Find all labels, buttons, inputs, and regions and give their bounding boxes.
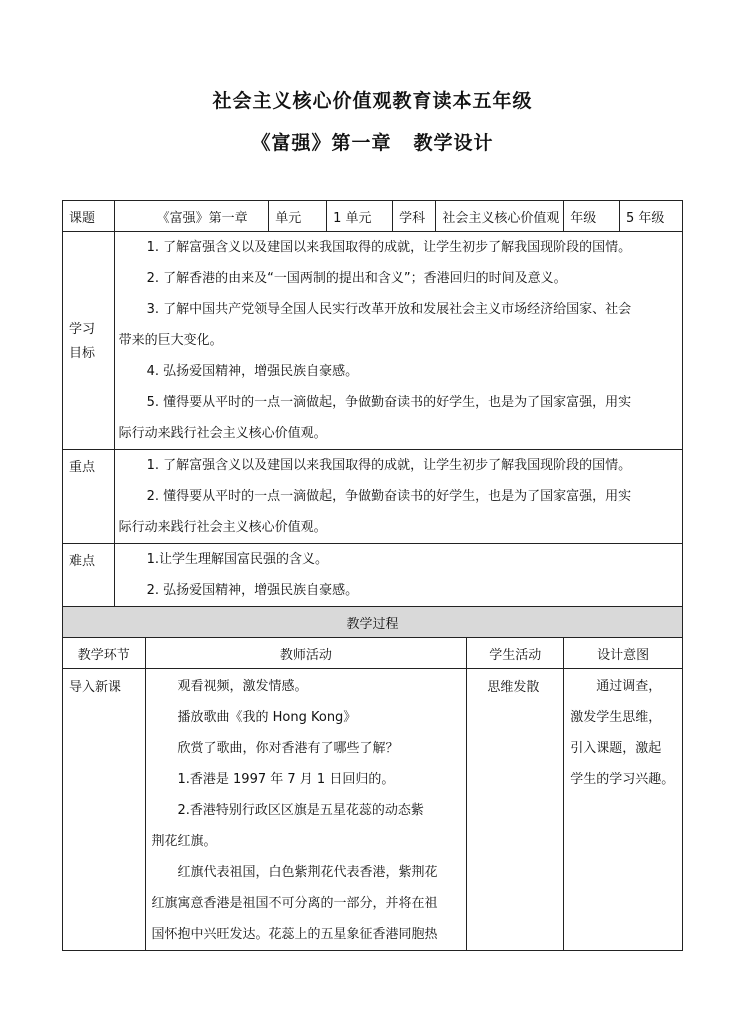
design-line: 引入课题，激起 (570, 741, 662, 756)
difficulties-label: 难点 (63, 544, 115, 607)
process-title: 教学过程 (63, 607, 683, 638)
document-subtitle (0, 128, 745, 155)
objective-line: 带来的巨大变化。 (118, 333, 223, 348)
student-activity: 思维发散 (467, 669, 564, 951)
design-line: 激发学生思维， (570, 710, 662, 725)
col-design: 设计意图 (564, 638, 683, 669)
key-point-line: 1. 了解富强含义以及建国以来我国取得的成就，让学生初步了解我国现阶段的国情。 (146, 458, 632, 473)
design-intent (564, 669, 683, 951)
objective-line: 际行动来践行社会主义核心价值观。 (118, 426, 327, 441)
grade-value: 5 年级 (620, 201, 683, 232)
objective-line: 2. 了解香港的由来及“一国两制的提出和含义”；香港回归的时间及意义。 (146, 271, 567, 286)
process-title-row (63, 607, 683, 638)
teacher-line: 观看视频，激发情感。 (177, 679, 308, 694)
key-points-content (114, 450, 682, 544)
stage-cell: 导入新课 (63, 669, 146, 951)
objective-line: 3. 了解中国共产党领导全国人民实行改革开放和发展社会主义市场经济给国家、社会 (146, 302, 632, 317)
teacher-line: 红旗代表祖国，白色紫荆花代表香港，紫荆花 (177, 865, 438, 880)
document-title: 社会主义核心价值观教育读本五年级 (212, 90, 533, 112)
unit-label: 单元 (269, 201, 327, 232)
process-row (63, 669, 683, 951)
teacher-line: 荆花红旗。 (151, 834, 217, 849)
difficulties-row (63, 544, 683, 607)
teacher-line: 红旗寓意香港是祖国不可分离的一部分，并将在祖 (151, 896, 438, 911)
teacher-line: 1.香港是 1997 年 7 月 1 日回归的。 (177, 772, 395, 787)
teacher-activity (145, 669, 467, 951)
grade-label: 年级 (564, 201, 620, 232)
key-point-line: 际行动来践行社会主义核心价值观。 (118, 520, 327, 535)
key-point-line: 2. 懂得要从平时的一点一滴做起，争做勤奋读书的好学生，也是为了国家富强，用实 (146, 489, 632, 504)
header-row (63, 201, 683, 232)
col-teacher: 教师活动 (145, 638, 467, 669)
lesson-value: 《富强》第一章 (114, 201, 269, 232)
lesson-plan-table (62, 200, 683, 951)
difficulty-line: 2. 弘扬爱国精神，增强民族自豪感。 (146, 583, 359, 598)
teacher-line: 国怀抱中兴旺发达。花蕊上的五星象征香港同胞热 (151, 927, 438, 942)
objective-line: 4. 弘扬爱国精神，增强民族自豪感。 (146, 364, 359, 379)
objectives-content (114, 232, 682, 450)
subject-value: 社会主义核心价值观 (436, 201, 564, 232)
lesson-label: 课题 (63, 201, 115, 232)
design-line: 通过调查， (596, 679, 662, 694)
teacher-line: 欣赏了歌曲，你对香港有了哪些了解？ (177, 741, 399, 756)
col-stage: 教学环节 (63, 638, 146, 669)
difficulties-content (114, 544, 682, 607)
objectives-label: 学习 目标 (63, 232, 115, 450)
difficulty-line: 1.让学生理解国富民强的含义。 (146, 552, 328, 567)
process-header-row (63, 638, 683, 669)
objective-line: 1. 了解富强含义以及建国以来我国取得的成就，让学生初步了解我国现阶段的国情。 (146, 240, 632, 255)
col-student: 学生活动 (467, 638, 564, 669)
objective-line: 5. 懂得要从平时的一点一滴做起，争做勤奋读书的好学生，也是为了国家富强，用实 (146, 395, 632, 410)
teacher-line: 播放歌曲《我的 Hong Kong》 (177, 710, 357, 725)
key-points-row (63, 450, 683, 544)
key-points-label: 重点 (63, 450, 115, 544)
subtitle-design: 教学设计 (413, 132, 494, 154)
objectives-row (63, 232, 683, 450)
unit-value: 1 单元 (327, 201, 393, 232)
design-line: 学生的学习兴趣。 (570, 772, 675, 787)
subtitle-chapter: 《富强》第一章 (251, 132, 392, 154)
teacher-line: 2.香港特别行政区区旗是五星花蕊的动态紫 (177, 803, 424, 818)
subject-label: 学科 (393, 201, 436, 232)
